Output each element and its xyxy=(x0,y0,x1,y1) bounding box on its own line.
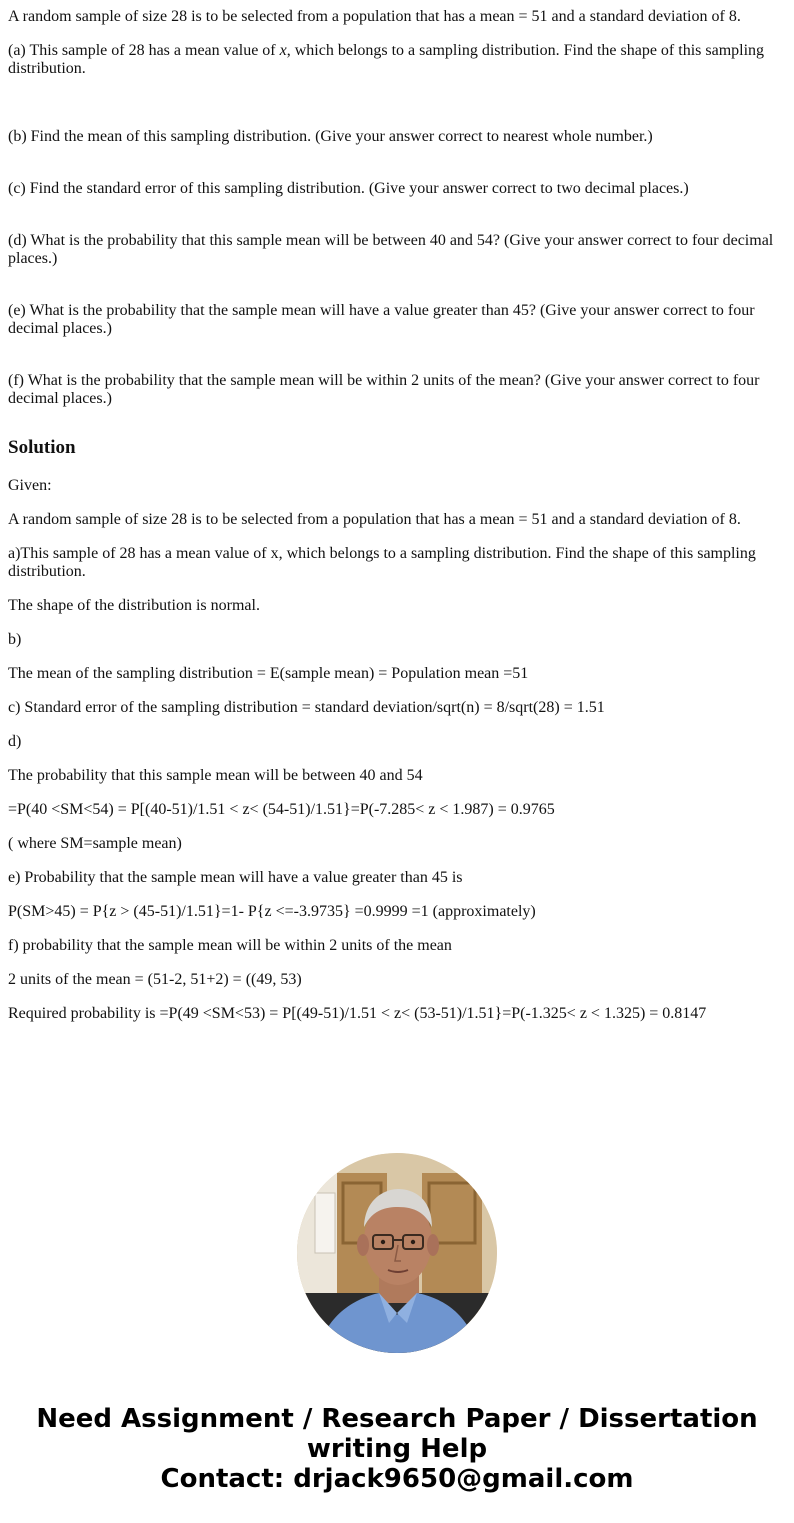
question-part-d: (d) What is the probability that this sample mean will be between 40 and 54? (Give your answer correct to four decimal places.) xyxy=(8,232,774,267)
author-avatar xyxy=(297,1153,497,1353)
question-part-a-pre: (a) This sample of 28 has a mean value of xyxy=(8,42,280,59)
promo-line-1: Need Assignment / Research Paper / Dissertation xyxy=(36,1404,758,1434)
solution-line: The mean of the sampling distribution = E(sample mean) = Population mean =51 xyxy=(8,665,529,682)
solution-line: The probability that this sample mean will be between 40 and 54 xyxy=(8,767,423,784)
solution-line: The shape of the distribution is normal. xyxy=(8,597,260,614)
solution-line: a)This sample of 28 has a mean value of x, which belongs to a sampling distribution. Find the shape of this sampling distribution. xyxy=(8,545,756,580)
solution-line: Required probability is =P(49 <SM<53) = P[(49-51)/1.51 < z< (53-51)/1.51}=P(-1.325< z < 1.325) = 0.8147 xyxy=(8,1005,707,1022)
solution-line: 2 units of the mean = (51-2, 51+2) = ((49, 53) xyxy=(8,971,302,988)
question-part-a xyxy=(8,42,786,78)
solution-line: Given: xyxy=(8,477,52,494)
solution-line: d) xyxy=(8,733,22,750)
solution-line: P(SM>45) = P{z > (45-51)/1.51}=1- P{z <=-3.9735} =0.9999 =1 (approximately) xyxy=(8,903,536,920)
solution-heading: Solution xyxy=(8,437,76,458)
question-part-a-post: , which belongs to a sampling distribution. Find the shape of this sampling distribution. xyxy=(8,42,765,77)
question-part-e: (e) What is the probability that the sample mean will have a value greater than 45? (Give your answer correct to four decimal places.) xyxy=(8,302,755,337)
question-part-f: (f) What is the probability that the sample mean will be within 2 units of the mean? (Give your answer correct to four decimal places.) xyxy=(8,372,760,407)
question-intro: A random sample of size 28 is to be selected from a population that has a mean = 51 and a standard deviation of 8. xyxy=(8,8,741,25)
solution-line: c) Standard error of the sampling distribution = standard deviation/sqrt(n) = 8/sqrt(28) = 1.51 xyxy=(8,699,605,716)
promo-banner xyxy=(0,1404,794,1494)
solution-line: e) Probability that the sample mean will have a value greater than 45 is xyxy=(8,869,463,886)
solution-line: ( where SM=sample mean) xyxy=(8,835,182,852)
promo-line-2: writing Help xyxy=(306,1434,488,1464)
solution-line: b) xyxy=(8,631,22,648)
author-portrait-image xyxy=(297,1153,497,1353)
solution-line: A random sample of size 28 is to be selected from a population that has a mean = 51 and a standard deviation of 8. xyxy=(8,511,741,528)
solution-block xyxy=(8,477,786,1039)
solution-line: =P(40 <SM<54) = P[(40-51)/1.51 < z< (54-51)/1.51}=P(-7.285< z < 1.987) = 0.9765 xyxy=(8,801,555,818)
question-block xyxy=(8,8,786,424)
question-part-a-variable: x xyxy=(279,42,287,59)
question-part-b: (b) Find the mean of this sampling distribution. (Give your answer correct to nearest whole number.) xyxy=(8,128,653,145)
question-part-c: (c) Find the standard error of this sampling distribution. (Give your answer correct to two decimal places.) xyxy=(8,180,689,197)
solution-line: f) probability that the sample mean will be within 2 units of the mean xyxy=(8,937,452,954)
promo-contact: Contact: drjack9650@gmail.com xyxy=(160,1464,634,1494)
